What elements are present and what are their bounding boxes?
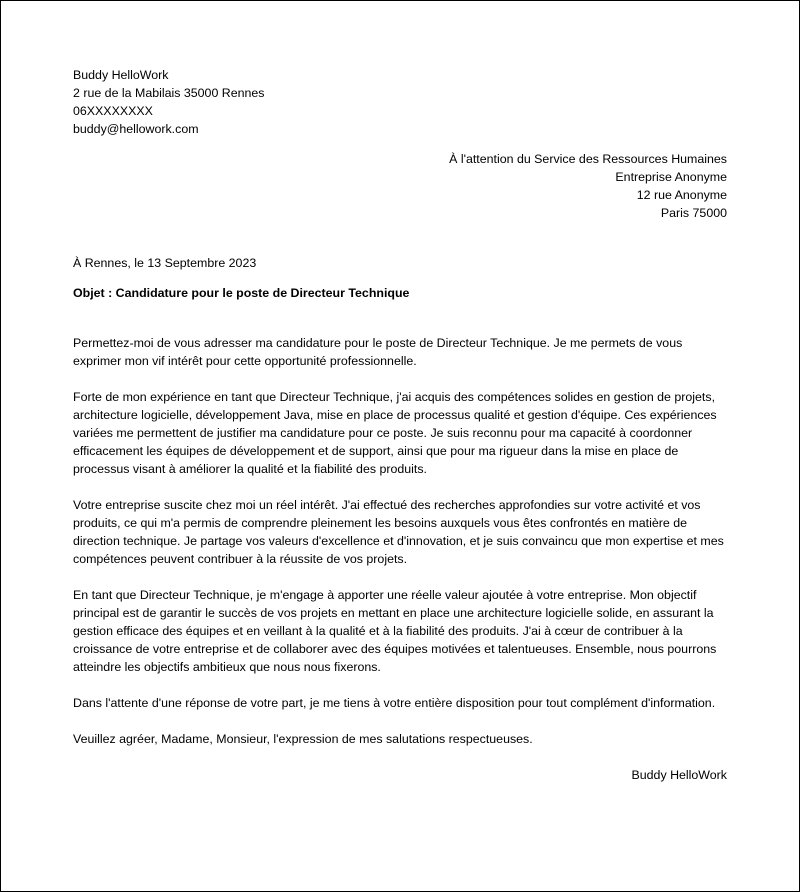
body-paragraph: Votre entreprise suscite chez moi un réel intérêt. J'ai effectué des recherches approfondies sur votre activité et vos produits, ce qui m'a permis de comprendre pleinement les besoins auxquels vous êtes confrontés en matière de direction technique. Je partage vos valeurs d'excellence et d'innovation, et je suis convaincu que mon expertise et mes compétences peuvent contribuer à la réussite de vos projets. — [73, 498, 724, 566]
body-paragraph: Permettez-moi de vous adresser ma candidature pour le poste de Directeur Technique. Je me permets de vous exprimer mon vif intérêt pour cette opportunité professionnelle. — [73, 336, 683, 368]
body-paragraph: En tant que Directeur Technique, je m'engage à apporter une réelle valeur ajoutée à votre entreprise. Mon objectif principal est de garantir le succès de vos projets en mettant en place une architecture logicielle solide, en assurant la gestion efficace des équipes et en veillant à la qualité et à la fiabilité des produits. J'ai à cœur de contribuer à la croissance de votre entreprise et de collaborer avec des équipes motivées et talentueuses. Ensemble, nous pourrons atteindre les objectifs ambitieux que nous nous fixerons. — [73, 588, 717, 674]
sender-address: 2 rue de la Mabilais 35000 Rennes — [73, 86, 265, 100]
sender-phone: 06XXXXXXXX — [73, 104, 153, 118]
sender-name: Buddy HelloWork — [73, 68, 169, 82]
recipient-company: Entreprise Anonyme — [615, 170, 727, 184]
sender-block — [73, 66, 727, 138]
body-paragraph: Dans l'attente d'une réponse de votre part, je me tiens à votre entière disposition pour tout complément d'information. — [73, 696, 716, 710]
sender-email: buddy@hellowork.com — [73, 122, 199, 136]
signature: Buddy HelloWork — [631, 768, 727, 782]
recipient-city: Paris 75000 — [660, 206, 727, 220]
body-paragraph: Forte de mon expérience en tant que Directeur Technique, j'ai acquis des compétences solides en gestion de projets, architecture logicielle, développement Java, mise en place de processus qualité et gestion d'équipe. Ces expériences variées me permettent de justifier ma candidature pour ce poste. Je suis reconnu pour ma capacité à coordonner efficacement les équipes de développement et de support, ainsi que pour ma rigueur dans la mise en place de processus visant à améliorer la qualité et la fiabilité des produits. — [73, 390, 717, 476]
recipient-attention: À l'attention du Service des Ressources Humaines — [449, 152, 727, 166]
recipient-street: 12 rue Anonyme — [636, 188, 727, 202]
letter-body — [73, 334, 727, 748]
letter-subject: Objet : Candidature pour le poste de Directeur Technique — [73, 286, 410, 300]
closing-paragraph: Veuillez agréer, Madame, Monsieur, l'expression de mes salutations respectueuses. — [73, 732, 533, 746]
letter-date: À Rennes, le 13 Septembre 2023 — [73, 256, 257, 270]
recipient-block — [73, 150, 727, 222]
